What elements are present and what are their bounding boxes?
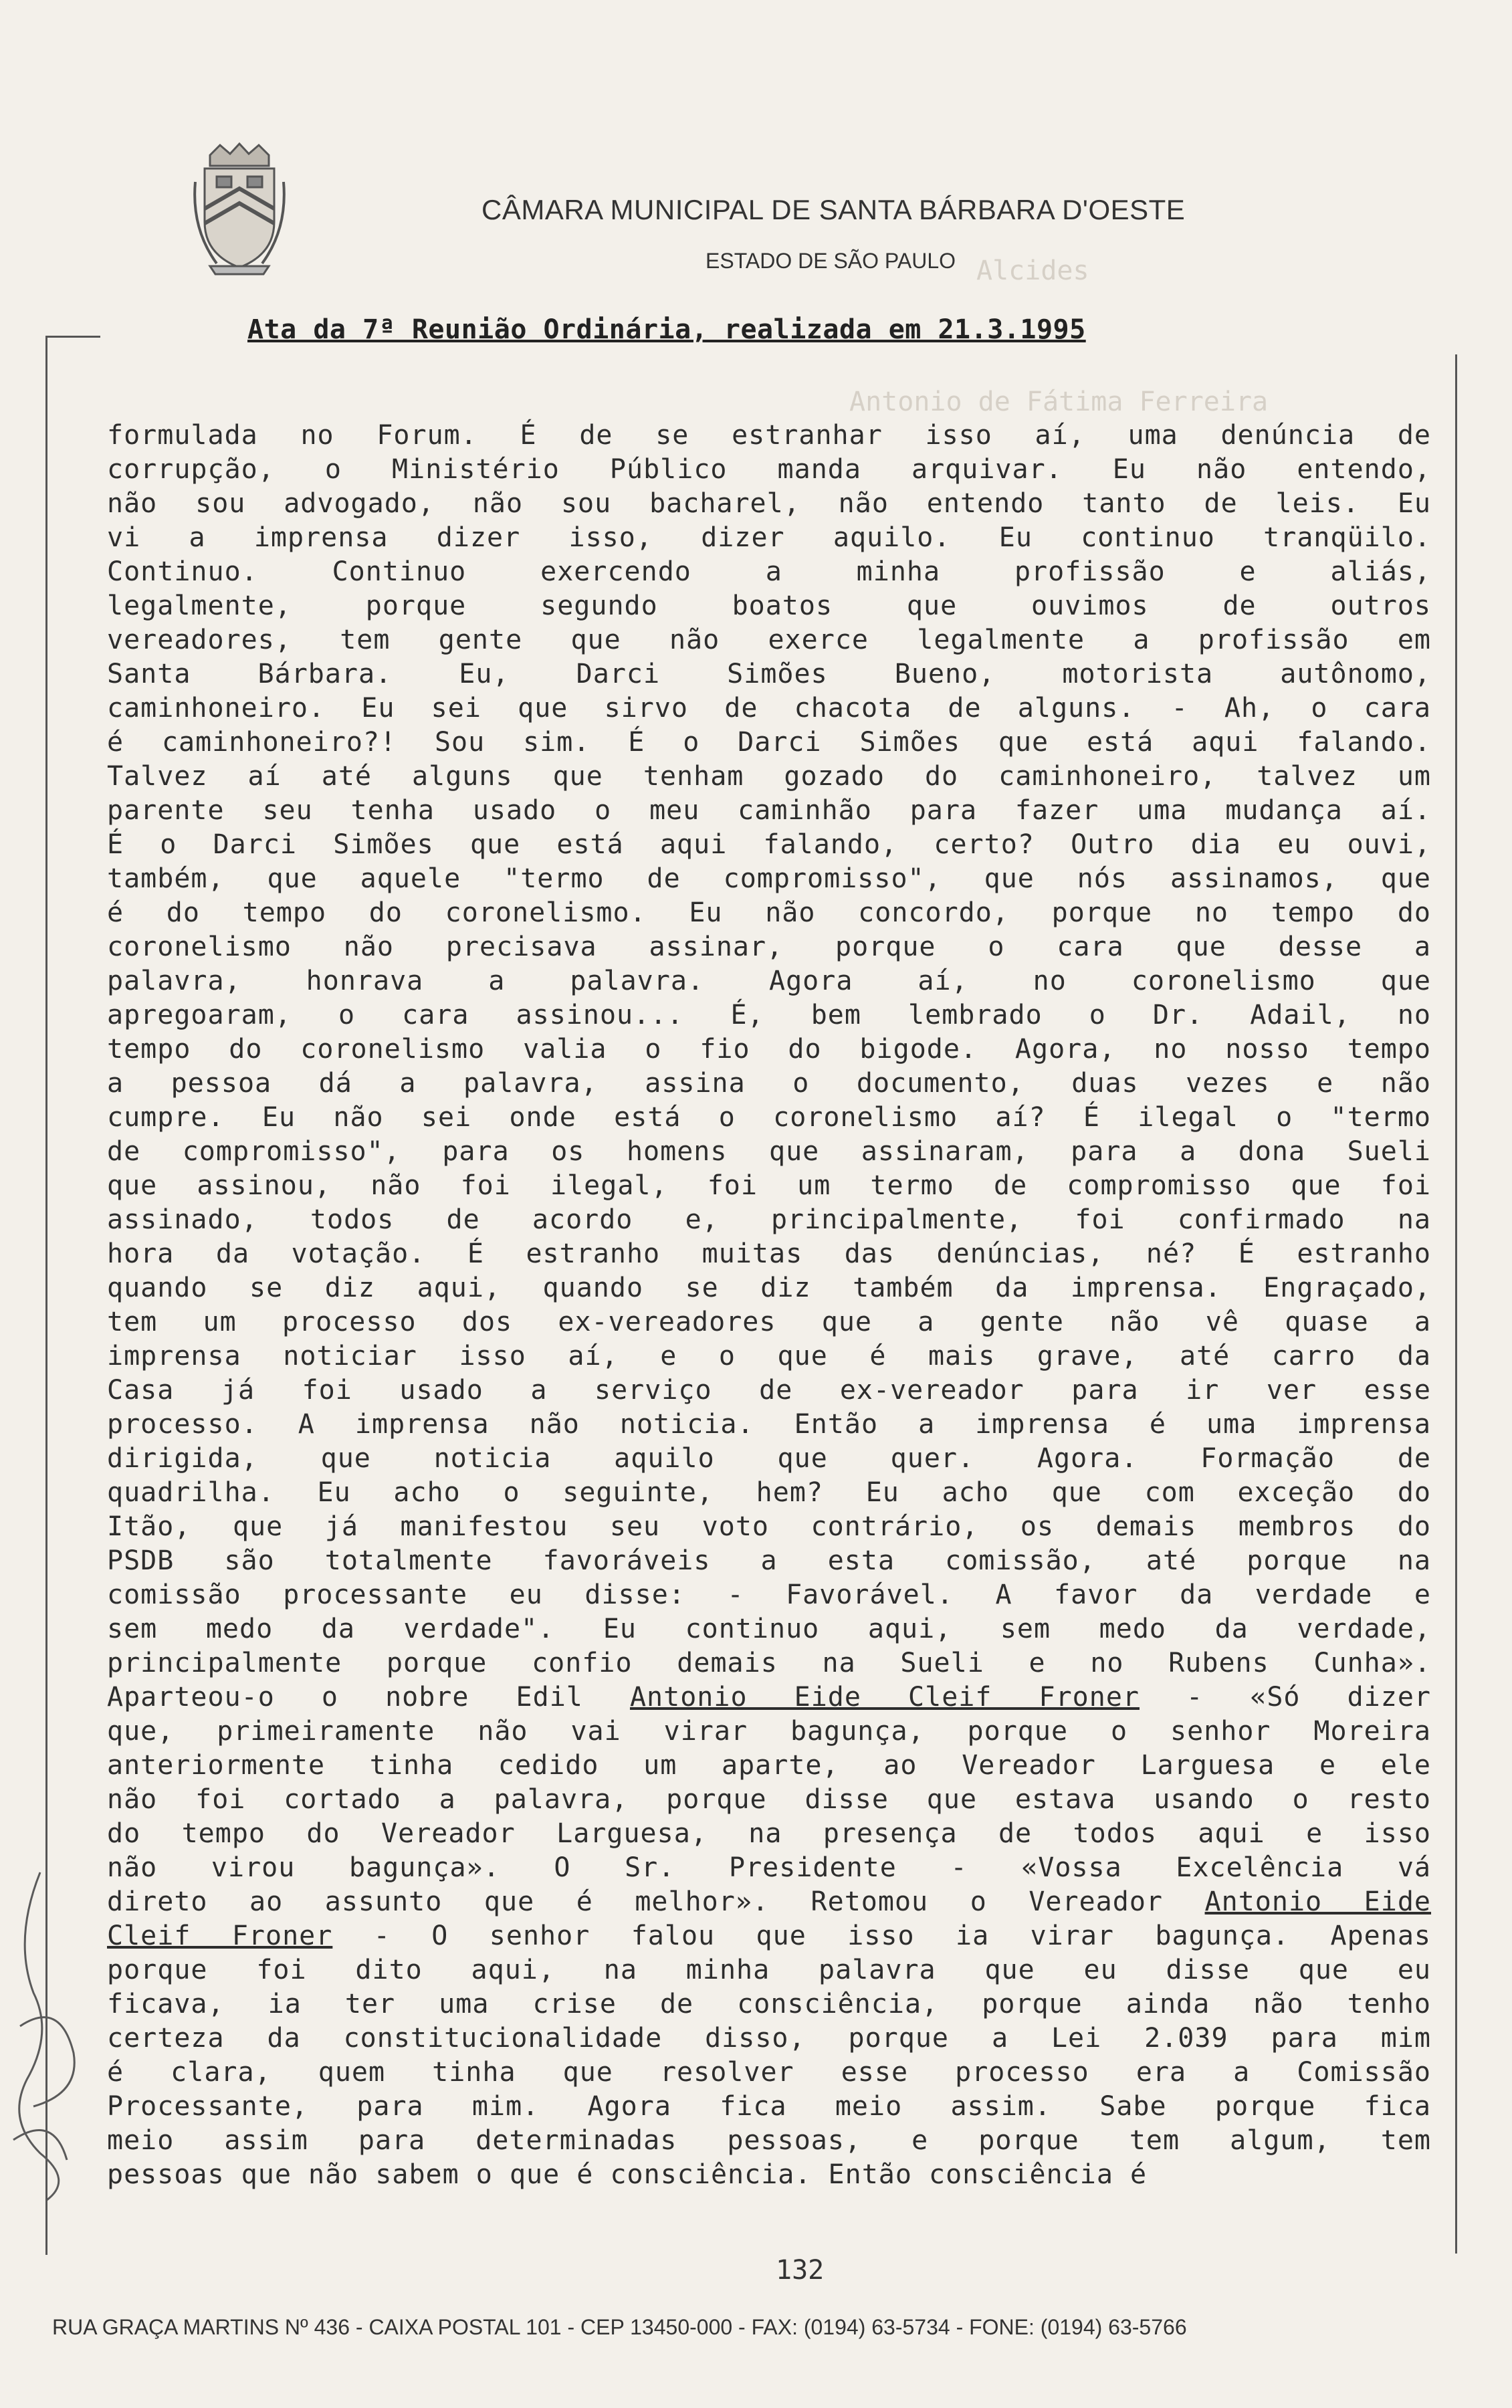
document-title: Ata da 7ª Reunião Ordinária, realizada em 21.3.1995 (247, 314, 1086, 345)
body-line: tempo do coronelismo valia o fio do bigode. Agora, no nosso tempo (107, 1034, 1431, 1065)
body-line: de compromisso", para os homens que assinaram, para a dona Sueli (107, 1136, 1431, 1167)
body-line: tem um processo dos ex-vereadores que a gente não vê quase a (107, 1307, 1431, 1337)
body-line: imprensa noticiar isso aí, e o que é mais grave, até carro da (107, 1341, 1431, 1372)
body-line: a pessoa dá a palavra, assina o documento, duas vezes e não (107, 1068, 1431, 1099)
body-line: dirigida, que noticia aquilo que quer. Agora. Formação de (107, 1443, 1431, 1474)
body-line: palavra, honrava a palavra. Agora aí, no coronelismo que (107, 966, 1431, 996)
body-line: vereadores, tem gente que não exerce legalmente a profissão em (107, 625, 1431, 655)
bleed-through-text: Alcides (976, 255, 1089, 286)
body-line: porque foi dito aqui, na minha palavra que eu disse que eu (107, 1955, 1431, 1985)
body-line: parente seu tenha usado o meu caminhão para fazer uma mudança aí. (107, 795, 1431, 826)
body-line: direto ao assunto que é melhor». Retomou o Vereador Antonio Eide (107, 1886, 1432, 1917)
body-line: caminhoneiro. Eu sei que sirvo de chacota de alguns. - Ah, o cara (107, 693, 1431, 724)
body-line: quando se diz aqui, quando se diz também da imprensa. Engraçado, (107, 1273, 1431, 1303)
body-line: corrupção, o Ministério Público manda arquivar. Eu não entendo, (107, 454, 1431, 485)
body-line: formulada no Forum. É de se estranhar isso aí, uma denúncia de (107, 420, 1431, 451)
body-line: que assinou, não foi ilegal, foi um termo de compromisso que foi (107, 1170, 1431, 1201)
body-line: hora da votação. É estranho muitas das denúncias, né? É estranho (107, 1238, 1431, 1269)
organization-name: CÂMARA MUNICIPAL DE SANTA BÁRBARA D'OESTE (481, 194, 1186, 225)
body-line: Cleif Froner - O senhor falou que isso ia virar bagunça. Apenas (107, 1921, 1432, 1951)
body-line: certeza da constitucionalidade disso, porque a Lei 2.039 para mim (107, 2023, 1431, 2054)
body-line: Aparteou-o o nobre Edil Antonio Eide Cleif Froner - «Só dizer (107, 1682, 1431, 1713)
body-line: coronelismo não precisava assinar, porque o cara que desse a (107, 932, 1431, 962)
margin-signature-icon (0, 1859, 94, 2207)
body-line: Processante, para mim. Agora fica meio assim. Sabe porque fica (107, 2091, 1431, 2122)
body-line: É o Darci Simões que está aqui falando, certo? Outro dia eu ouvi, (107, 829, 1431, 860)
page-number: 132 (776, 2255, 825, 2286)
body-line: legalmente, porque segundo boatos que ouvimos de outros (107, 590, 1431, 621)
body-line: apregoaram, o cara assinou... É, bem lembrado o Dr. Adail, no (107, 1000, 1431, 1030)
minutes-body (107, 419, 1431, 2192)
body-line: Continuo. Continuo exercendo a minha profissão e aliás, (107, 556, 1431, 587)
body-line: ficava, ia ter uma crise de consciência, porque ainda não tenho (107, 1989, 1431, 2019)
body-line: Itão, que já manifestou seu voto contrário, os demais membros do (107, 1511, 1431, 1542)
body-line: do tempo do Vereador Larguesa, na presença de todos aqui e isso (107, 1818, 1431, 1849)
body-line: meio assim para determinadas pessoas, e porque tem algum, tem (107, 2125, 1431, 2156)
margin-rule-right (1455, 354, 1457, 2254)
body-line: não sou advogado, não sou bacharel, não entendo tanto de leis. Eu (107, 488, 1431, 519)
body-line: assinado, todos de acordo e, principalmente, foi confirmado na (107, 1204, 1431, 1235)
body-line: Talvez aí até alguns que tenham gozado do caminhoneiro, talvez um (107, 761, 1431, 792)
municipal-crest-icon (190, 142, 289, 276)
body-line: pessoas que não sabem o que é consciência. Então consciência é (107, 2159, 1148, 2190)
body-line: é caminhoneiro?! Sou sim. É o Darci Simões que está aqui falando. (107, 727, 1431, 758)
body-line: PSDB são totalmente favoráveis a esta comissão, até porque na (107, 1545, 1431, 1576)
body-line: é clara, quem tinha que resolver esse processo era a Comissão (107, 2057, 1431, 2088)
body-line: que, primeiramente não vai virar bagunça, porque o senhor Moreira (107, 1716, 1431, 1747)
body-line: cumpre. Eu não sei onde está o coronelismo aí? É ilegal o "termo (107, 1102, 1431, 1133)
body-line: quadrilha. Eu acho o seguinte, hem? Eu acho que com exceção do (107, 1477, 1431, 1508)
margin-rule-top (45, 336, 100, 338)
body-line: Casa já foi usado a serviço de ex-vereador para ir ver esse (107, 1375, 1431, 1406)
bleed-through-text: Antonio de Fátima Ferreira (849, 387, 1269, 417)
body-line: não virou bagunça». O Sr. Presidente - «Vossa Excelência vá (107, 1852, 1431, 1883)
body-line: anteriormente tinha cedido um aparte, ao Vereador Larguesa e ele (107, 1750, 1431, 1781)
body-line: principalmente porque confio demais na Sueli e no Rubens Cunha». (107, 1648, 1431, 1678)
organization-state: ESTADO DE SÃO PAULO (706, 249, 956, 273)
body-line: vi a imprensa dizer isso, dizer aquilo. Eu continuo tranqüilo. (107, 522, 1431, 553)
body-line: Santa Bárbara. Eu, Darci Simões Bueno, motorista autônomo, (107, 659, 1431, 689)
body-line: é do tempo do coronelismo. Eu não concordo, porque no tempo do (107, 897, 1431, 928)
body-line: processo. A imprensa não noticia. Então a imprensa é uma imprensa (107, 1409, 1431, 1440)
body-line: comissão processante eu disse: - Favorável. A favor da verdade e (107, 1579, 1431, 1610)
body-line: também, que aquele "termo de compromisso", que nós assinamos, que (107, 863, 1431, 894)
body-line: não foi cortado a palavra, porque disse que estava usando o resto (107, 1784, 1431, 1815)
body-line: sem medo da verdade". Eu continuo aqui, sem medo da verdade, (107, 1614, 1431, 1644)
letterhead-footer: RUA GRAÇA MARTINS Nº 436 - CAIXA POSTAL 101 - CEP 13450-000 - FAX: (0194) 63-5734 - FONE: (0194) 63-5766 (52, 2315, 1187, 2339)
